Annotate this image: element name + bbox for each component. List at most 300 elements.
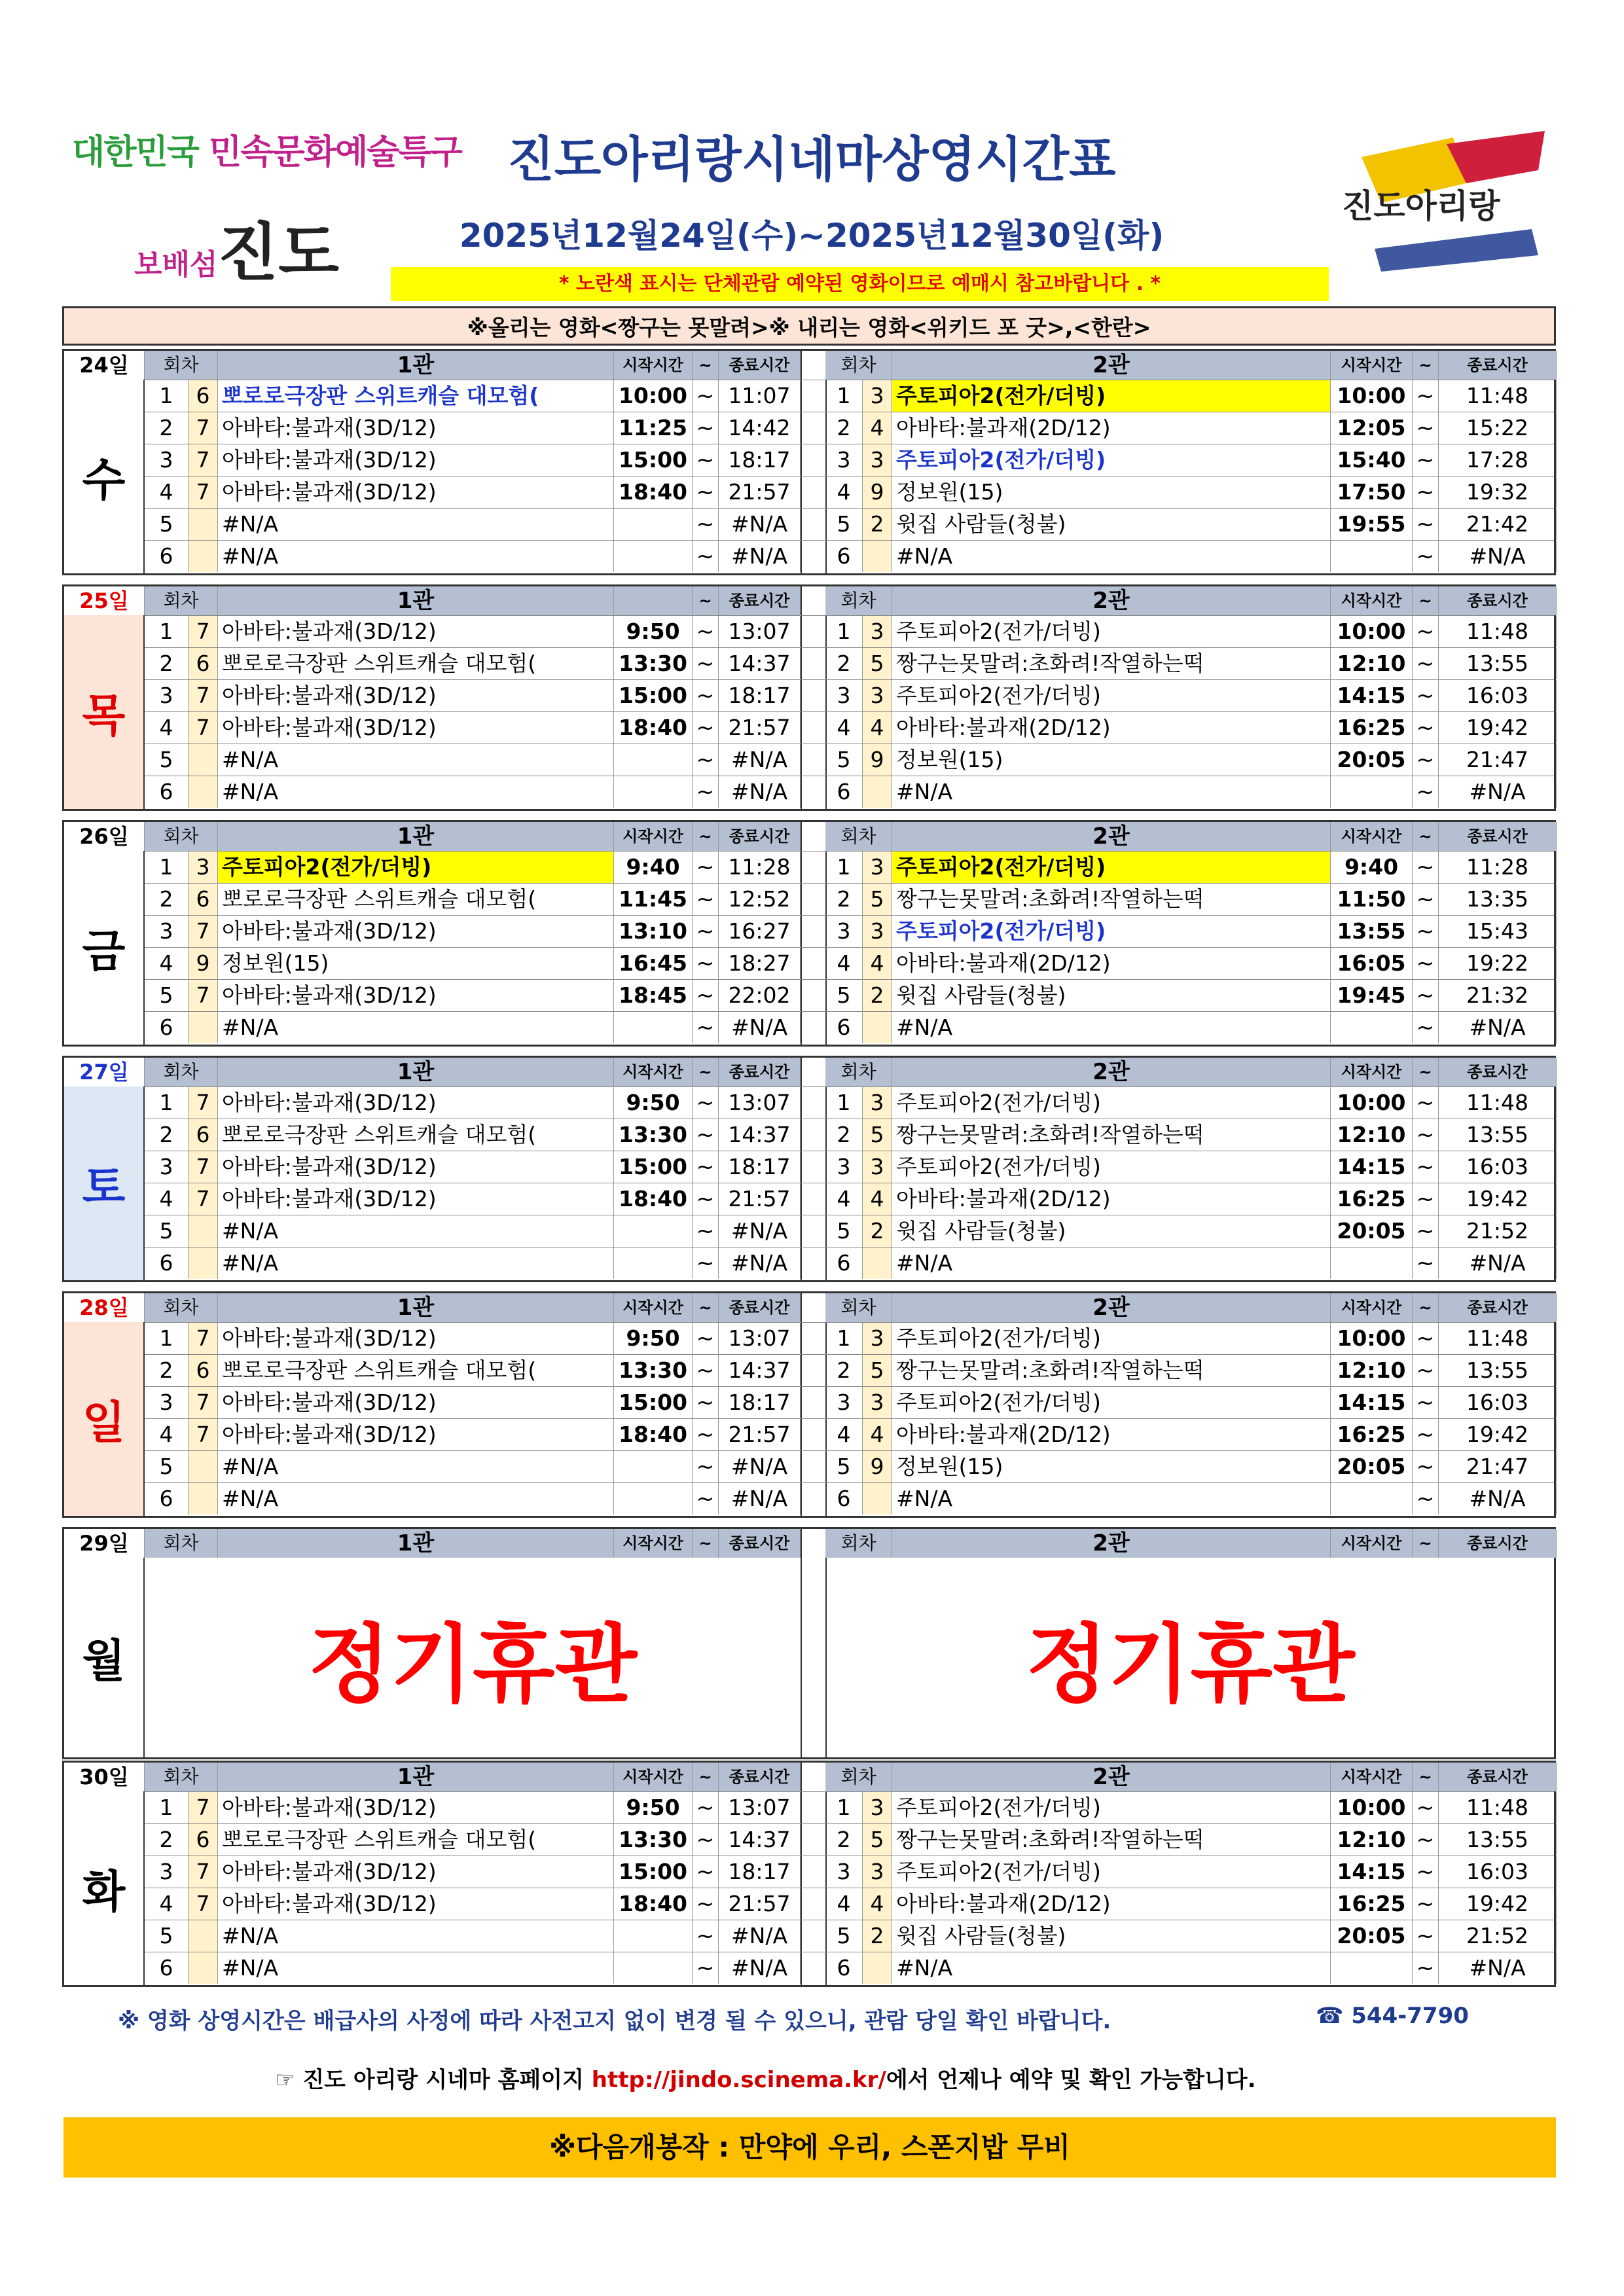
tilde-header: ~: [693, 351, 719, 380]
movie-change-banner: ※올리는 영화<짱구는 못말려>※ 내리는 영화<위키드 포 굿>,<한란>: [62, 306, 1556, 346]
end-time: 21:47: [1439, 1451, 1557, 1482]
tilde: ~: [693, 916, 719, 947]
tilde: ~: [1413, 1419, 1439, 1450]
movie-title: 주토피아2(전가/더빙): [892, 1856, 1331, 1888]
end-time: #N/A: [719, 1247, 801, 1279]
end-time: 18:17: [719, 444, 801, 476]
start-header: 시작시간: [1331, 1763, 1413, 1791]
rating-code: 4: [863, 1888, 892, 1920]
round-number: 3: [825, 1387, 863, 1418]
rating-code: [863, 1247, 892, 1279]
tilde: ~: [693, 380, 719, 412]
start-time: 18:40: [614, 1419, 693, 1450]
round-header: 회차: [825, 1293, 892, 1322]
round-number: 4: [825, 712, 863, 744]
tilde: ~: [693, 648, 719, 679]
round-number: 2: [145, 648, 189, 679]
round-number: 4: [145, 1888, 189, 1920]
end-time: #N/A: [719, 744, 801, 776]
start-time: 14:15: [1331, 1856, 1413, 1888]
movie-title: 아바타:불과재(2D/12): [892, 1183, 1331, 1215]
start-time: 11:45: [614, 884, 693, 915]
hall1-header: 1관: [218, 1529, 614, 1558]
round-number: 4: [145, 1419, 189, 1450]
logo-left-line1: 대한민국 민속문화예술특구: [72, 133, 461, 172]
schedule-row: [145, 1247, 1554, 1279]
movie-title: 뽀로로극장판 스위트캐슬 대모험(: [218, 884, 614, 915]
start-time: 12:10: [1331, 1355, 1413, 1386]
round-number: 4: [145, 1183, 189, 1215]
rating-code: [189, 1215, 218, 1247]
rating-code: 3: [863, 916, 892, 947]
movie-title: #N/A: [218, 1952, 614, 1984]
rating-code: [189, 776, 218, 808]
schedule-row: [145, 444, 1554, 476]
start-time: 15:00: [614, 680, 693, 711]
tilde: ~: [1413, 1792, 1439, 1823]
start-time: 16:05: [1331, 948, 1413, 979]
rating-code: 7: [189, 476, 218, 508]
end-time: #N/A: [719, 1012, 801, 1043]
end-time: 21:57: [719, 1888, 801, 1920]
start-time: 10:00: [1331, 1792, 1413, 1823]
start-time: 15:00: [614, 444, 693, 476]
round-number: 3: [825, 444, 863, 476]
tilde-header: ~: [1413, 1763, 1439, 1791]
rating-code: [863, 541, 892, 572]
movie-title: #N/A: [892, 1012, 1331, 1043]
tilde: ~: [1413, 1119, 1439, 1151]
movie-title: #N/A: [218, 1247, 614, 1279]
end-time: 13:55: [1439, 1355, 1557, 1386]
hall1-header: 1관: [218, 822, 614, 851]
round-header: 회차: [145, 1763, 218, 1791]
end-time: 14:37: [719, 1355, 801, 1386]
rating-code: 3: [863, 1323, 892, 1354]
movie-title: #N/A: [218, 1451, 614, 1482]
tilde: ~: [1413, 1824, 1439, 1856]
end-time: 18:27: [719, 948, 801, 979]
start-time: 13:55: [1331, 916, 1413, 947]
tilde: ~: [693, 509, 719, 540]
schedule-row: [145, 647, 1554, 679]
end-time: #N/A: [719, 1920, 801, 1952]
tilde: ~: [693, 1451, 719, 1482]
start-time: 14:15: [1331, 1151, 1413, 1183]
header-row: [64, 1529, 1554, 1558]
end-time: 16:27: [719, 916, 801, 947]
start-time: 20:05: [1331, 1920, 1413, 1952]
round-number: 1: [145, 616, 189, 647]
start-time: 20:05: [1331, 1451, 1413, 1482]
start-time: 12:05: [1331, 412, 1413, 444]
schedule-row: [145, 615, 1554, 647]
tilde: ~: [693, 1012, 719, 1043]
round-number: 5: [825, 1920, 863, 1952]
end-time: 22:02: [719, 980, 801, 1011]
rating-code: [863, 1483, 892, 1515]
end-time: 11:48: [1439, 1087, 1557, 1119]
start-time: [614, 776, 693, 808]
rating-code: 3: [863, 852, 892, 883]
round-number: 1: [145, 1792, 189, 1823]
round-header: 회차: [825, 351, 892, 380]
schedule-row: [145, 380, 1554, 412]
start-time: 9:40: [1331, 852, 1413, 883]
end-time: 11:48: [1439, 380, 1557, 412]
start-time: 15:00: [614, 1856, 693, 1888]
round-number: 4: [825, 1419, 863, 1450]
start-time: 14:15: [1331, 680, 1413, 711]
start-time: 20:05: [1331, 1215, 1413, 1247]
rating-code: 6: [189, 1119, 218, 1151]
movie-title: 뽀로로극장판 스위트캐슬 대모험(: [218, 1355, 614, 1386]
start-time: 12:10: [1331, 1119, 1413, 1151]
rating-code: 2: [863, 509, 892, 540]
round-number: 6: [145, 1952, 189, 1984]
start-time: [614, 744, 693, 776]
tilde: ~: [1413, 1183, 1439, 1215]
start-time: 10:00: [1331, 1323, 1413, 1354]
rating-code: 7: [189, 1419, 218, 1450]
tilde-header: ~: [1413, 1529, 1439, 1558]
homepage-link[interactable]: http://jindo.scinema.kr/: [591, 2067, 886, 2093]
round-number: 5: [825, 980, 863, 1011]
end-time: #N/A: [719, 509, 801, 540]
movie-title: 뽀로로극장판 스위트캐슬 대모험(: [218, 380, 614, 412]
movie-title: #N/A: [218, 509, 614, 540]
round-number: 5: [145, 509, 189, 540]
schedule-row: [145, 883, 1554, 915]
tilde: ~: [1413, 852, 1439, 883]
rating-code: 3: [189, 852, 218, 883]
end-time: 19:32: [1439, 476, 1557, 508]
rating-code: 4: [863, 948, 892, 979]
round-number: 6: [825, 1012, 863, 1043]
schedule-row: [145, 915, 1554, 947]
tilde: ~: [693, 1215, 719, 1247]
round-number: 2: [825, 648, 863, 679]
start-time: [1331, 541, 1413, 572]
end-header: 종료시간: [719, 1058, 801, 1086]
end-header: 종료시간: [1439, 1293, 1557, 1322]
rating-code: 2: [863, 1920, 892, 1952]
rating-code: 7: [189, 412, 218, 444]
tilde: ~: [693, 680, 719, 711]
round-number: 5: [145, 1451, 189, 1482]
movie-title: 주토피아2(전가/더빙): [892, 380, 1331, 412]
end-time: 21:57: [719, 1419, 801, 1450]
movie-title: 주토피아2(전가/더빙): [892, 916, 1331, 947]
group-notice: * 노란색 표시는 단체관람 예약된 영화이므로 예매시 참고바랍니다 . *: [391, 267, 1329, 301]
tilde: ~: [693, 980, 719, 1011]
round-number: 5: [825, 744, 863, 776]
tilde-header: ~: [693, 586, 719, 615]
movie-title: 아바타:불과재(3D/12): [218, 1323, 614, 1354]
tilde: ~: [693, 1792, 719, 1823]
start-header: [614, 586, 693, 615]
start-time: [614, 1215, 693, 1247]
start-time: 9:50: [614, 1323, 693, 1354]
schedule-row: [145, 776, 1554, 808]
rating-code: [189, 1920, 218, 1952]
date-label: 27일: [64, 1058, 145, 1086]
start-time: 13:10: [614, 916, 693, 947]
schedule-row: [145, 476, 1554, 508]
end-time: 14:37: [719, 1119, 801, 1151]
schedule-row: [145, 1856, 1554, 1888]
rating-code: 6: [189, 1824, 218, 1856]
round-number: 1: [145, 380, 189, 412]
page-title: 진도아리랑시네마상영시간표: [507, 132, 1116, 188]
rating-code: 7: [189, 616, 218, 647]
schedule-change-note: ※ 영화 상영시간은 배급사의 사정에 따라 사전고지 없이 변경 될 수 있으니, 관람 당일 확인 바랍니다.: [118, 2008, 1111, 2034]
tilde: ~: [1413, 1920, 1439, 1952]
end-time: 16:03: [1439, 680, 1557, 711]
day-block: [62, 820, 1556, 1047]
tilde: ~: [693, 1920, 719, 1952]
start-time: 13:30: [614, 1355, 693, 1386]
tilde: ~: [1413, 980, 1439, 1011]
movie-title: 아바타:불과재(2D/12): [892, 712, 1331, 744]
end-time: 19:42: [1439, 1183, 1557, 1215]
rating-code: 7: [189, 980, 218, 1011]
header-row: [64, 1293, 1554, 1322]
movie-title: #N/A: [892, 1952, 1331, 1984]
round-header: 회차: [825, 822, 892, 851]
round-header: 회차: [145, 586, 218, 615]
round-number: 5: [145, 744, 189, 776]
start-time: [614, 1483, 693, 1515]
round-number: 5: [825, 1215, 863, 1247]
round-number: 3: [825, 680, 863, 711]
round-number: 2: [825, 1824, 863, 1856]
movie-title: 아바타:불과재(3D/12): [218, 1183, 614, 1215]
end-time: 16:03: [1439, 1856, 1557, 1888]
start-time: [614, 1247, 693, 1279]
start-time: 15:00: [614, 1151, 693, 1183]
round-header: 회차: [145, 1058, 218, 1086]
rating-code: 3: [863, 1856, 892, 1888]
end-header: 종료시간: [719, 1293, 801, 1322]
end-time: 13:55: [1439, 1119, 1557, 1151]
start-time: [614, 1920, 693, 1952]
movie-title: 윗집 사람들(청불): [892, 509, 1331, 540]
tilde: ~: [1413, 509, 1439, 540]
round-number: 6: [825, 1247, 863, 1279]
schedule-row: [145, 1386, 1554, 1418]
start-time: 16:25: [1331, 1183, 1413, 1215]
tilde-header: ~: [1413, 351, 1439, 380]
round-number: 2: [145, 1824, 189, 1856]
round-number: 1: [825, 380, 863, 412]
tilde: ~: [693, 884, 719, 915]
start-time: 11:50: [1331, 884, 1413, 915]
date-label: 26일: [64, 822, 145, 851]
tilde: ~: [693, 744, 719, 776]
tilde: ~: [1413, 541, 1439, 572]
tilde: ~: [693, 852, 719, 883]
end-header: 종료시간: [1439, 351, 1557, 380]
tilde-header: ~: [1413, 1293, 1439, 1322]
schedule-row: [145, 1215, 1554, 1247]
tilde: ~: [1413, 616, 1439, 647]
rating-code: 2: [863, 980, 892, 1011]
hall1-header: 1관: [218, 1293, 614, 1322]
round-number: 1: [825, 616, 863, 647]
start-time: 10:00: [614, 380, 693, 412]
rating-code: 3: [863, 1792, 892, 1823]
weekday-cell: 목: [64, 615, 145, 809]
rating-code: 4: [863, 1183, 892, 1215]
start-header: 시작시간: [614, 1763, 693, 1791]
start-time: [1331, 1247, 1413, 1279]
start-time: 19:45: [1331, 980, 1413, 1011]
movie-title: 아바타:불과재(3D/12): [218, 680, 614, 711]
movie-title: 아바타:불과재(3D/12): [218, 1419, 614, 1450]
round-number: 4: [825, 1888, 863, 1920]
end-time: 12:52: [719, 884, 801, 915]
start-header: 시작시간: [614, 1058, 693, 1086]
round-header: 회차: [145, 1529, 218, 1558]
round-number: 6: [145, 541, 189, 572]
end-time: 11:48: [1439, 1323, 1557, 1354]
end-time: #N/A: [719, 1483, 801, 1515]
start-time: 13:30: [614, 1824, 693, 1856]
round-number: 3: [145, 444, 189, 476]
hall2-header: 2관: [892, 586, 1331, 615]
round-number: 4: [825, 476, 863, 508]
end-time: 21:47: [1439, 744, 1557, 776]
date-label: 24일: [64, 351, 145, 380]
start-time: 18:40: [614, 1888, 693, 1920]
schedule-row: [145, 1151, 1554, 1183]
end-time: 13:07: [719, 1323, 801, 1354]
start-time: [614, 541, 693, 572]
round-number: 6: [145, 776, 189, 808]
end-header: 종료시간: [719, 822, 801, 851]
rating-code: [189, 541, 218, 572]
start-time: 14:15: [1331, 1387, 1413, 1418]
hall2-header: 2관: [892, 1293, 1331, 1322]
header-row: [64, 351, 1554, 380]
rating-code: [189, 1012, 218, 1043]
rating-code: 7: [189, 680, 218, 711]
rating-code: [189, 1952, 218, 1984]
round-header: 회차: [825, 1763, 892, 1791]
end-time: 15:43: [1439, 916, 1557, 947]
start-time: 19:55: [1331, 509, 1413, 540]
tilde: ~: [693, 1087, 719, 1119]
logo-left-line2: 보배섬진도: [134, 216, 339, 289]
tilde: ~: [693, 541, 719, 572]
round-number: 6: [145, 1247, 189, 1279]
tilde: ~: [1413, 1215, 1439, 1247]
day-block: [62, 1056, 1556, 1282]
header-row: [64, 1058, 1554, 1086]
tilde: ~: [1413, 712, 1439, 744]
day-block: [62, 349, 1556, 575]
start-header: 시작시간: [1331, 1058, 1413, 1086]
start-time: 17:50: [1331, 476, 1413, 508]
hall2-header: 2관: [892, 1529, 1331, 1558]
end-time: 19:42: [1439, 1419, 1557, 1450]
movie-title: #N/A: [218, 1920, 614, 1952]
schedule-row: [145, 1450, 1554, 1482]
end-time: 18:17: [719, 1151, 801, 1183]
round-number: 5: [825, 1451, 863, 1482]
end-time: 14:42: [719, 412, 801, 444]
rating-code: [863, 1012, 892, 1043]
movie-title: 아바타:불과재(2D/12): [892, 1888, 1331, 1920]
tilde: ~: [693, 1355, 719, 1386]
movie-title: 아바타:불과재(2D/12): [892, 948, 1331, 979]
end-time: 21:52: [1439, 1920, 1557, 1952]
tilde: ~: [693, 1247, 719, 1279]
start-time: 10:00: [1331, 380, 1413, 412]
tilde: ~: [693, 1856, 719, 1888]
start-time: 9:50: [614, 616, 693, 647]
end-time: 13:55: [1439, 1824, 1557, 1856]
rating-code: 7: [189, 1387, 218, 1418]
round-number: 4: [825, 1183, 863, 1215]
end-time: #N/A: [1439, 776, 1557, 808]
end-time: 16:03: [1439, 1387, 1557, 1418]
movie-title: 주토피아2(전가/더빙): [892, 680, 1331, 711]
movie-title: 아바타:불과재(2D/12): [892, 1419, 1331, 1450]
schedule-row: [145, 1823, 1554, 1856]
movie-title: 짱구는못말려:초화려!작열하는떡: [892, 648, 1331, 679]
round-number: 1: [825, 1792, 863, 1823]
rating-code: 9: [863, 1451, 892, 1482]
start-time: 9:40: [614, 852, 693, 883]
tilde: ~: [1413, 412, 1439, 444]
rating-code: 9: [189, 948, 218, 979]
rating-code: 3: [863, 380, 892, 412]
round-number: 2: [825, 1119, 863, 1151]
movie-title: 주토피아2(전가/더빙): [892, 616, 1331, 647]
hall2-header: 2관: [892, 1058, 1331, 1086]
schedule-row: [145, 508, 1554, 540]
round-number: 6: [825, 776, 863, 808]
end-time: #N/A: [1439, 1952, 1557, 1984]
movie-title: 아바타:불과재(3D/12): [218, 1387, 614, 1418]
rating-code: 7: [189, 1087, 218, 1119]
start-header: 시작시간: [1331, 1293, 1413, 1322]
end-time: 19:42: [1439, 712, 1557, 744]
movie-title: 아바타:불과재(3D/12): [218, 1856, 614, 1888]
end-time: 21:57: [719, 1183, 801, 1215]
start-header: 시작시간: [614, 1529, 693, 1558]
movie-title: 아바타:불과재(3D/12): [218, 444, 614, 476]
start-time: [1331, 1952, 1413, 1984]
movie-title: 아바타:불과재(3D/12): [218, 916, 614, 947]
round-header: 회차: [145, 1293, 218, 1322]
round-number: 2: [145, 884, 189, 915]
end-time: 13:07: [719, 1792, 801, 1823]
round-number: 2: [825, 884, 863, 915]
start-header: 시작시간: [1331, 1529, 1413, 1558]
movie-title: 정보원(15): [892, 1451, 1331, 1482]
closed-notice-hall1: 정기휴관: [308, 1615, 638, 1714]
start-header: 시작시간: [614, 351, 693, 380]
tilde: ~: [1413, 1151, 1439, 1183]
end-time: 17:28: [1439, 444, 1557, 476]
end-time: 11:28: [1439, 852, 1557, 883]
round-number: 3: [825, 1151, 863, 1183]
date-label: 25일: [64, 586, 145, 615]
tilde: ~: [1413, 948, 1439, 979]
